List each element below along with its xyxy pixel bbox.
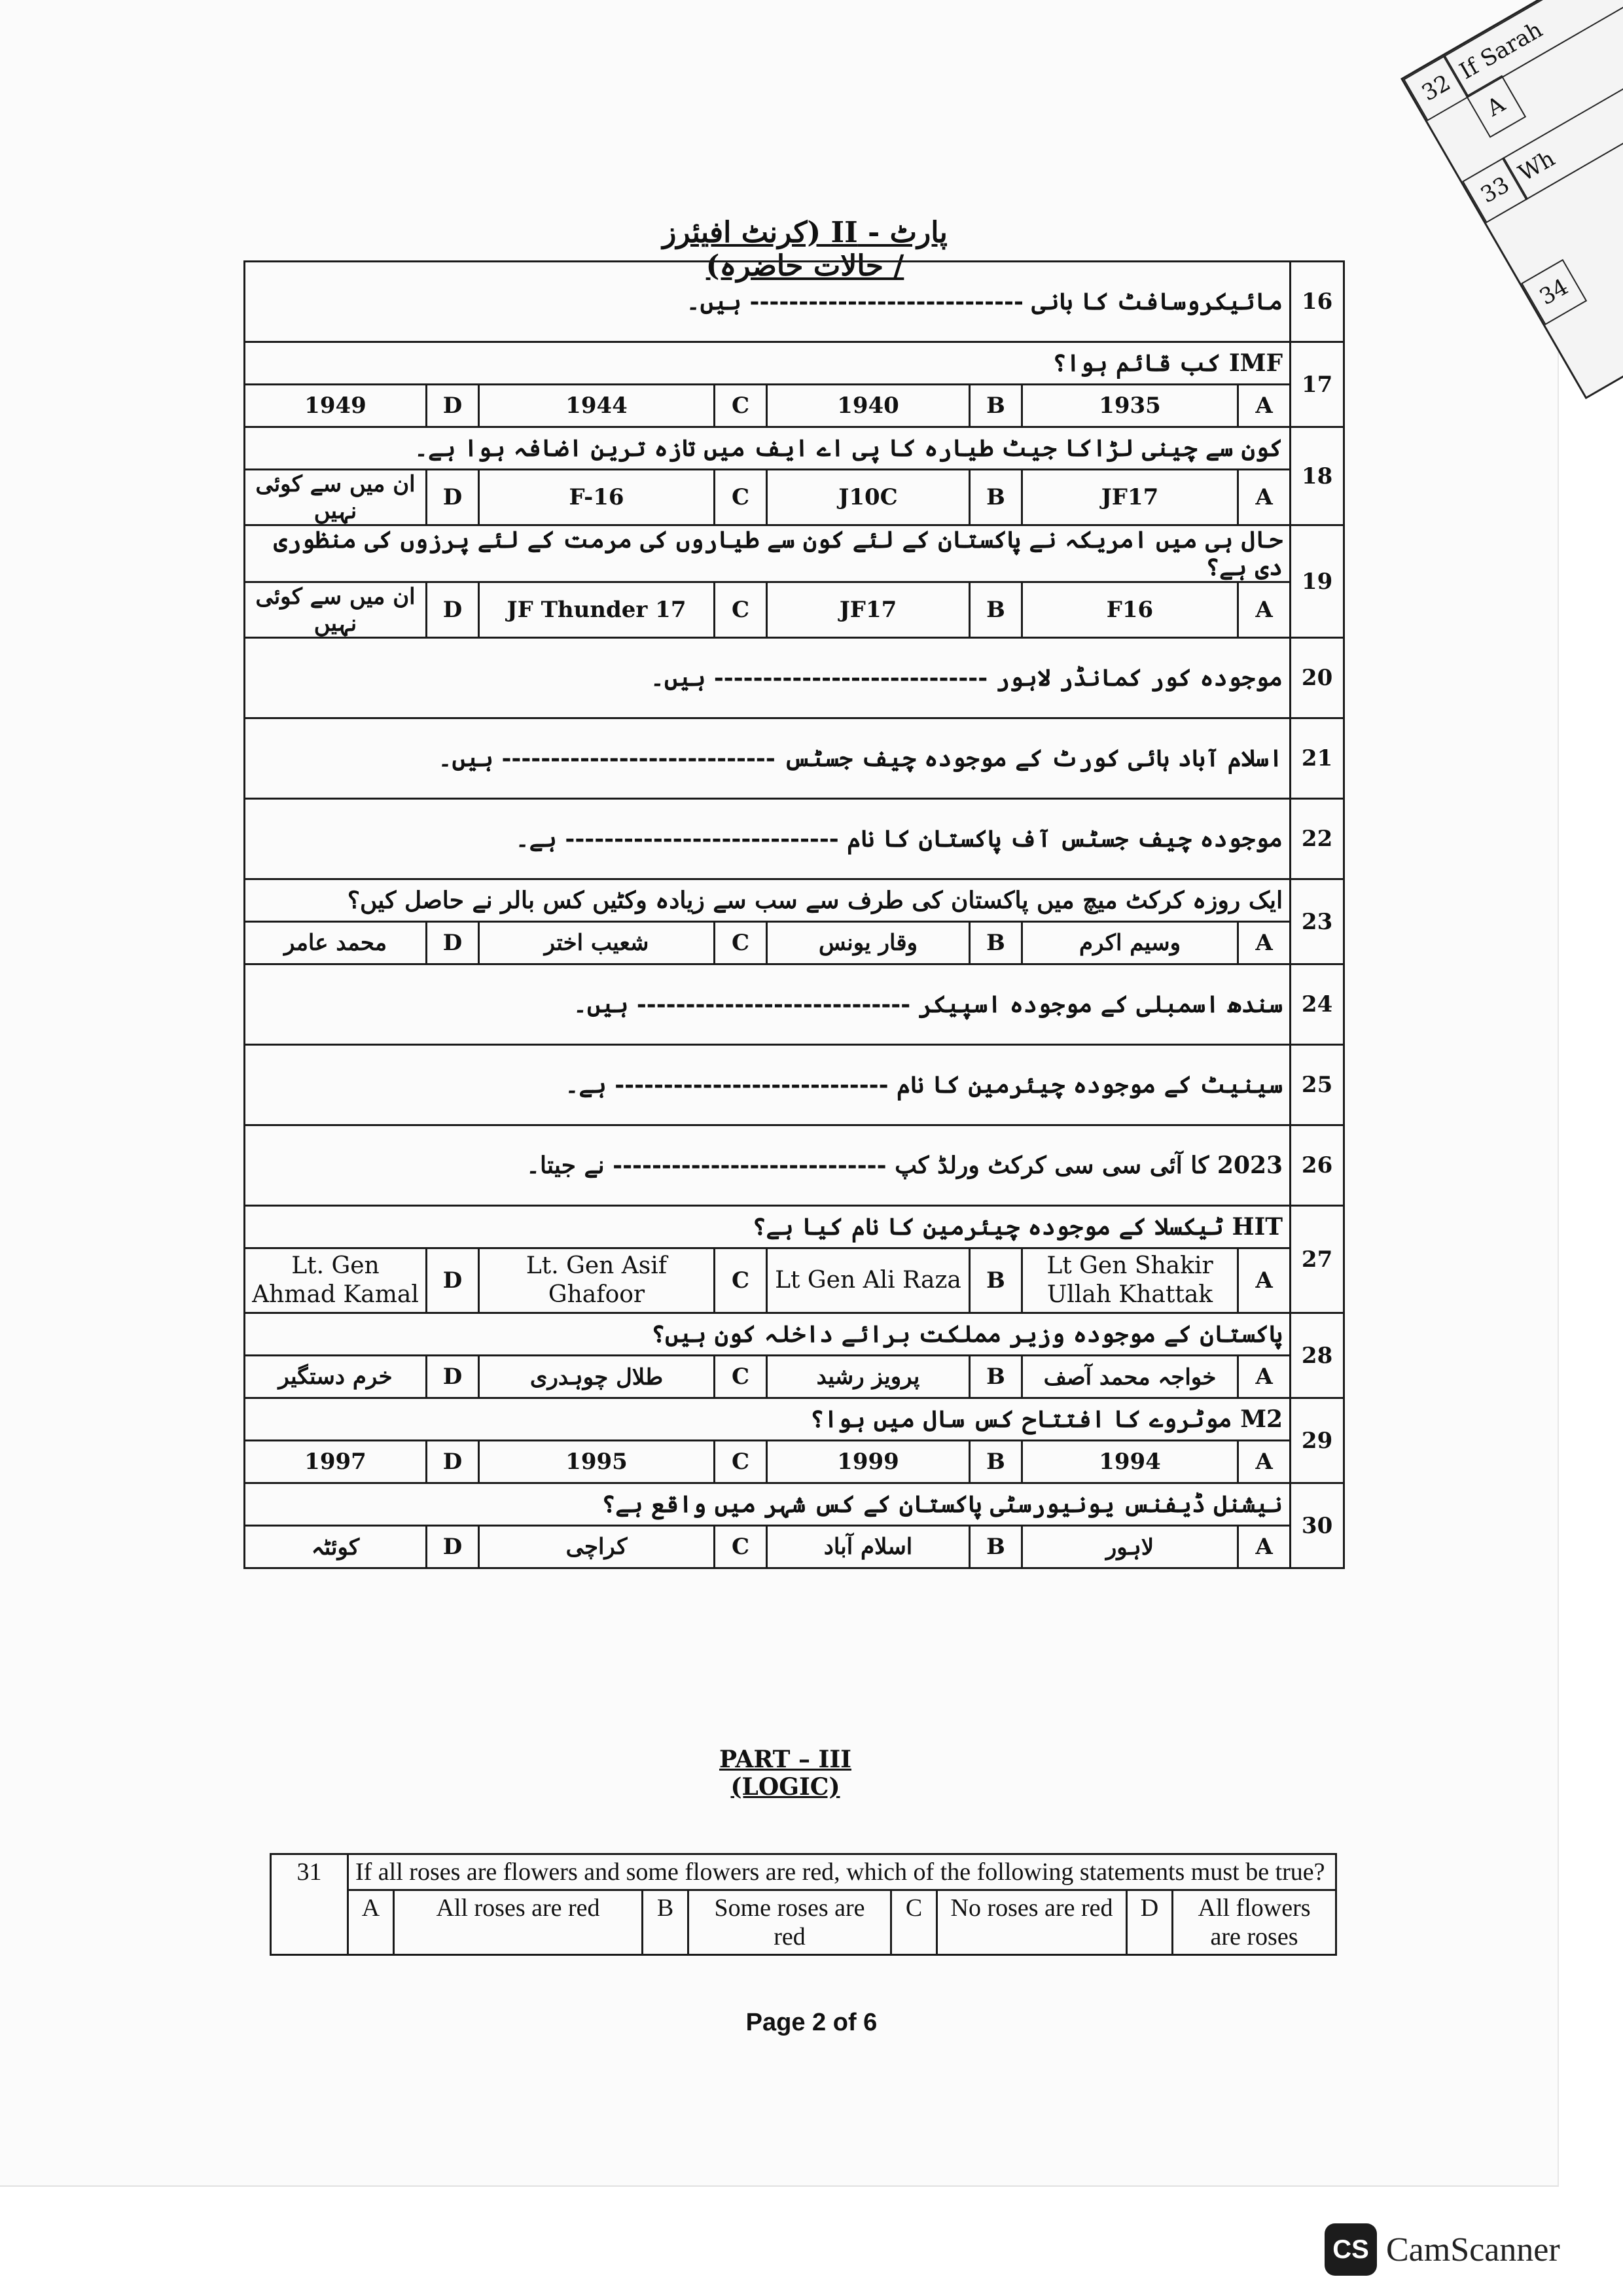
option-label-d: D	[427, 1356, 479, 1398]
peek-num-33: 33	[1462, 157, 1528, 223]
question-text: پاکستان کے موجودہ وزیر مملکت برائے داخلہ کون ہیں؟	[245, 1313, 1291, 1356]
option-label-d: D	[427, 1441, 479, 1483]
option-d: ان میں سے کوئی نہیں	[245, 470, 427, 525]
question-row	[245, 525, 1344, 582]
option-c: No roses are red	[937, 1890, 1127, 1955]
question-row	[245, 1045, 1344, 1125]
part3-heading: PART – III (LOGIC)	[719, 1746, 852, 1801]
question-text: HIT ٹیکسلا کے موجودہ چیئرمین کا نام کیا ہے؟	[245, 1206, 1291, 1248]
option-label-d: D	[427, 385, 479, 427]
question-number: 19	[1291, 525, 1344, 638]
camscanner-logo-icon: CS	[1325, 2223, 1377, 2276]
option-b: J10C	[767, 470, 970, 525]
option-c: طلال چوہدری	[479, 1356, 715, 1398]
option-d: ان میں سے کوئی نہیں	[245, 582, 427, 638]
question-row	[245, 1398, 1344, 1441]
option-a: Lt Gen Shakir Ullah Khattak	[1022, 1248, 1238, 1313]
question-number: 27	[1291, 1206, 1344, 1313]
question-row	[245, 1206, 1344, 1248]
option-label-d: D	[427, 470, 479, 525]
option-label-a: A	[1238, 1356, 1291, 1398]
option-label-c: C	[715, 1248, 767, 1313]
option-label-d: D	[427, 582, 479, 638]
question-number: 20	[1291, 638, 1344, 718]
options-row	[245, 1248, 1344, 1313]
question-number: 26	[1291, 1125, 1344, 1206]
option-label-d: D	[427, 1526, 479, 1568]
option-label-b: B	[970, 1248, 1022, 1313]
question-text: IMF کب قائم ہوا؟	[245, 342, 1291, 385]
option-a: خواجہ محمد آصف	[1022, 1356, 1238, 1398]
option-label-d: D	[427, 922, 479, 964]
option-label-b: B	[970, 922, 1022, 964]
question-row	[245, 1125, 1344, 1206]
question-text: حال ہی میں امریکہ نے پاکستان کے لئے کون سے طیاروں کی مرمت کے لئے پرزوں کی منظوری دی ہے؟	[245, 525, 1291, 582]
question-text: موجودہ کور کمانڈر لاہور ---------------------------- ہیں۔	[245, 638, 1291, 718]
option-a: All roses are red	[394, 1890, 643, 1955]
option-label-a: A	[348, 1890, 394, 1955]
option-label-b: B	[970, 1526, 1022, 1568]
option-b: وقار یونس	[767, 922, 970, 964]
option-label-a: A	[1238, 470, 1291, 525]
peek-num-34: 34	[1521, 259, 1587, 325]
option-label-b: B	[970, 470, 1022, 525]
option-label-c: C	[715, 470, 767, 525]
question-text: سینیٹ کے موجودہ چیئرمین کا نام ---------------------------- ہے۔	[245, 1045, 1291, 1125]
question-row	[245, 718, 1344, 799]
option-a: لاہور	[1022, 1526, 1238, 1568]
question-number: 30	[1291, 1483, 1344, 1568]
option-label-b: B	[970, 385, 1022, 427]
option-label-c: C	[715, 1526, 767, 1568]
option-label-a: A	[1238, 1441, 1291, 1483]
question-text: ایک روزہ کرکٹ میچ میں پاکستان کی طرف سے سب سے زیادہ وکٹیں کس بالر نے حاصل کیں؟	[245, 879, 1291, 922]
question-text: سندھ اسمبلی کے موجودہ اسپیکر ---------------------------- ہیں۔	[245, 964, 1291, 1045]
option-c: 1944	[479, 385, 715, 427]
option-label-b: B	[970, 582, 1022, 638]
question-row	[245, 342, 1344, 385]
option-label-b: B	[970, 1356, 1022, 1398]
question-number: 28	[1291, 1313, 1344, 1398]
option-b: 1999	[767, 1441, 970, 1483]
option-d: محمد عامر	[245, 922, 427, 964]
question-text: مائیکروسافٹ کا بانی ---------------------------- ہیں۔	[245, 262, 1291, 342]
current-affairs-table	[243, 260, 1345, 1569]
option-c: کراچی	[479, 1526, 715, 1568]
option-b: Lt Gen Ali Raza	[767, 1248, 970, 1313]
page-number: Page 2 of 6	[745, 2009, 878, 2036]
question-text: If all roses are flowers and some flowers are red, which of the following statements must be true?	[348, 1854, 1336, 1890]
question-number: 23	[1291, 879, 1344, 964]
option-a: وسیم اکرم	[1022, 922, 1238, 964]
peek-text-32: If Sarah	[1443, 0, 1623, 98]
options-row	[245, 1526, 1344, 1568]
option-label-c: C	[715, 385, 767, 427]
question-row	[245, 799, 1344, 879]
option-c: JF Thunder 17	[479, 582, 715, 638]
option-c: Lt. Gen Asif Ghafoor	[479, 1248, 715, 1313]
option-a: F16	[1022, 582, 1238, 638]
question-row	[245, 1483, 1344, 1526]
question-number: 21	[1291, 718, 1344, 799]
option-label-c: C	[715, 922, 767, 964]
question-text: کون سے چینی لڑاکا جیٹ طیارہ کا پی اے ایف میں تازہ ترین اضافہ ہوا ہے۔	[245, 427, 1291, 470]
question-number: 17	[1291, 342, 1344, 427]
peek-num-32: 32	[1403, 55, 1469, 121]
question-text: اسلام آباد ہائی کورٹ کے موجودہ چیف جسٹس ---------------------------- ہیں۔	[245, 718, 1291, 799]
option-label-c: C	[715, 1356, 767, 1398]
question-text: نیشنل ڈیفنس یونیورسٹی پاکستان کے کس شہر میں واقع ہے؟	[245, 1483, 1291, 1526]
options-row	[245, 582, 1344, 638]
question-number: 24	[1291, 964, 1344, 1045]
question-row	[245, 1313, 1344, 1356]
option-c: F-16	[479, 470, 715, 525]
option-d: All flowers are roses	[1173, 1890, 1336, 1955]
option-b: پرویز رشید	[767, 1356, 970, 1398]
question-row	[245, 262, 1344, 342]
option-label-a: A	[1238, 1526, 1291, 1568]
question-number: 18	[1291, 427, 1344, 525]
question-number: 16	[1291, 262, 1344, 342]
option-b: اسلام آباد	[767, 1526, 970, 1568]
question-text: موجودہ چیف جسٹس آف پاکستان کا نام ---------------------------- ہے۔	[245, 799, 1291, 879]
option-d: خرم دستگیر	[245, 1356, 427, 1398]
option-b: JF17	[767, 582, 970, 638]
option-b: Some roses are red	[688, 1890, 891, 1955]
option-label-a: A	[1238, 1248, 1291, 1313]
question-row	[245, 427, 1344, 470]
option-label-a: A	[1238, 582, 1291, 638]
option-d: Lt. Gen Ahmad Kamal	[245, 1248, 427, 1313]
option-label-d: D	[1127, 1890, 1173, 1955]
option-label-a: A	[1238, 385, 1291, 427]
option-label-b: B	[970, 1441, 1022, 1483]
option-label-d: D	[427, 1248, 479, 1313]
option-label-c: C	[715, 1441, 767, 1483]
question-row	[245, 879, 1344, 922]
option-a: JF17	[1022, 470, 1238, 525]
options-row	[245, 922, 1344, 964]
options-row	[245, 470, 1344, 525]
option-c: شعیب اختر	[479, 922, 715, 964]
logic-question-table	[270, 1853, 1337, 1956]
options-row	[245, 1356, 1344, 1398]
option-label-a: A	[1238, 922, 1291, 964]
options-row	[245, 385, 1344, 427]
camscanner-watermark	[1325, 2223, 1560, 2276]
peek-option-a: A	[1466, 75, 1526, 138]
part2-heading: پارٹ - II (کرنٹ افیئرز / حالات حاضرہ)	[662, 216, 948, 283]
question-text: M2 موٹروے کا افتتاح کس سال میں ہوا؟	[245, 1398, 1291, 1441]
question-number: 22	[1291, 799, 1344, 879]
option-b: 1940	[767, 385, 970, 427]
option-c: 1995	[479, 1441, 715, 1483]
option-label-c: C	[715, 582, 767, 638]
option-d: 1949	[245, 385, 427, 427]
question-number: 29	[1291, 1398, 1344, 1483]
question-number: 25	[1291, 1045, 1344, 1125]
peek-text-33: Wh	[1502, 36, 1623, 200]
question-number: 31	[271, 1854, 348, 1955]
question-text: 2023 کا آئی سی سی کرکٹ ورلڈ کپ ---------------------------- نے جیتا۔	[245, 1125, 1291, 1206]
options-row	[245, 1441, 1344, 1483]
option-label-c: C	[891, 1890, 937, 1955]
question-row	[245, 964, 1344, 1045]
question-row	[245, 638, 1344, 718]
option-d: 1997	[245, 1441, 427, 1483]
option-d: کوئٹہ	[245, 1526, 427, 1568]
option-a: 1994	[1022, 1441, 1238, 1483]
option-label-b: B	[643, 1890, 688, 1955]
camscanner-brand: CamScanner	[1386, 2231, 1560, 2269]
option-a: 1935	[1022, 385, 1238, 427]
